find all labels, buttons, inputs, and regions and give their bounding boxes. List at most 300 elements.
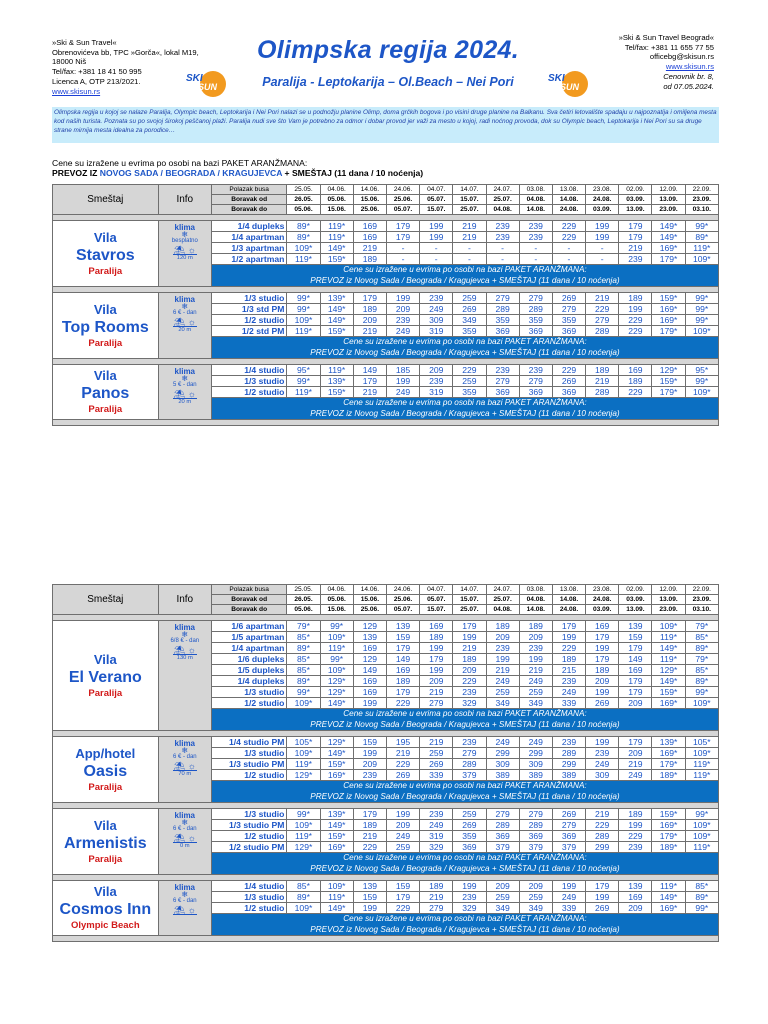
price-cell: 279 bbox=[552, 820, 585, 831]
date-cell: 04.07. bbox=[420, 585, 453, 595]
hotel-name-cell bbox=[53, 221, 159, 287]
price-cell: 159* bbox=[652, 376, 685, 387]
date-cell: 05.06. bbox=[320, 195, 353, 205]
snowflake-icon: ❄ bbox=[181, 302, 189, 311]
beach-distance: 20 m bbox=[173, 326, 197, 334]
room-type: 1/2 studio bbox=[211, 698, 286, 709]
date-cell: 23.09. bbox=[652, 205, 685, 215]
price-cell: 219 bbox=[420, 687, 453, 698]
price-cell: 149* bbox=[652, 643, 685, 654]
smestaj-header: Smeštaj bbox=[53, 585, 159, 615]
price-cell: 79* bbox=[685, 654, 718, 665]
price-cell: 349 bbox=[519, 698, 552, 709]
agency-line: Tel/fax: +381 11 655 77 55 bbox=[624, 42, 714, 52]
ac-price: 6/8 € - dan bbox=[170, 638, 200, 644]
price-cell: 249 bbox=[519, 676, 552, 687]
price-cell: 229 bbox=[619, 315, 652, 326]
price-cell: 149* bbox=[652, 221, 685, 232]
room-type: 1/4 apartman bbox=[211, 643, 286, 654]
table-row bbox=[53, 809, 719, 820]
price-cell: 85* bbox=[287, 881, 320, 892]
price-cell: 239 bbox=[552, 737, 585, 748]
ac-label: klima bbox=[174, 295, 196, 304]
price-cell: 169 bbox=[353, 643, 386, 654]
price-cell: 169* bbox=[652, 243, 685, 254]
price-cell: 219 bbox=[586, 809, 619, 820]
price-cell: 219 bbox=[453, 221, 486, 232]
section-divider bbox=[53, 936, 719, 942]
price-cell: 289 bbox=[552, 748, 585, 759]
hotel-name-cell bbox=[53, 737, 159, 803]
date-cell: 23.09. bbox=[685, 195, 718, 205]
price-cell: 199 bbox=[552, 881, 585, 892]
hotel-type: App/hotel bbox=[75, 745, 136, 761]
beach-umbrella-icon: ⛱ ☼ bbox=[173, 245, 196, 255]
price-cell: 309 bbox=[586, 770, 619, 781]
date-cell: 14.08. bbox=[552, 595, 585, 605]
price-table-2 bbox=[52, 584, 719, 942]
price-cell: 189 bbox=[586, 665, 619, 676]
price-cell: 329 bbox=[420, 842, 453, 853]
price-cell: 199 bbox=[586, 232, 619, 243]
price-cell: 259 bbox=[453, 376, 486, 387]
price-cell: 339 bbox=[552, 698, 585, 709]
beach-umbrella-icon: ⛱ ☼ bbox=[173, 317, 196, 327]
footer-line: PREVOZ iz Novog Sada / Beograda / Kragujevca + SMEŠTAJ (11 dana / 10 noćenja) bbox=[310, 347, 620, 357]
price-cell: 219 bbox=[619, 243, 652, 254]
price-cell: - bbox=[386, 254, 419, 265]
room-type: 1/4 dupleks bbox=[211, 221, 286, 232]
price-cell: 179 bbox=[619, 676, 652, 687]
price-cell: 99* bbox=[287, 809, 320, 820]
price-cell: 239 bbox=[486, 365, 519, 376]
price-cell: 159* bbox=[320, 326, 353, 337]
hotel-type: Vila bbox=[93, 817, 117, 833]
date-cell: 02.09. bbox=[619, 585, 652, 595]
table-row bbox=[53, 293, 719, 304]
price-cell: 249 bbox=[420, 820, 453, 831]
price-cell: 189 bbox=[353, 304, 386, 315]
date-cell: 04.08. bbox=[519, 195, 552, 205]
price-cell: 169* bbox=[320, 842, 353, 853]
price-cell: 189 bbox=[453, 654, 486, 665]
ski-sun-logo-left: SKI SUN bbox=[186, 70, 228, 98]
date-cell: 14.07. bbox=[453, 185, 486, 195]
price-cell: 289 bbox=[586, 831, 619, 842]
hotel-location: Paralija bbox=[88, 337, 123, 349]
price-cell: 289 bbox=[586, 387, 619, 398]
price-cell: 79* bbox=[287, 621, 320, 632]
ac-label: klima bbox=[174, 883, 196, 892]
ac-price: 5 € - dan bbox=[172, 382, 197, 388]
price-footer-banner bbox=[211, 265, 718, 287]
price-cell: 269 bbox=[453, 304, 486, 315]
price-cell: 239 bbox=[420, 293, 453, 304]
price-cell: 179 bbox=[586, 654, 619, 665]
date-cell: 03.10. bbox=[685, 605, 718, 615]
price-cell: 289 bbox=[486, 304, 519, 315]
hotel-name: Armenistis bbox=[63, 834, 147, 852]
price-cell: 89* bbox=[685, 643, 718, 654]
agency-line: officebg@skisun.rs bbox=[649, 52, 714, 62]
price-cell: 149* bbox=[652, 676, 685, 687]
price-cell: 169* bbox=[652, 903, 685, 914]
date-cell: 24.08. bbox=[552, 605, 585, 615]
price-cell: 179 bbox=[453, 621, 486, 632]
price-cell: 105* bbox=[685, 737, 718, 748]
price-cell: 149* bbox=[320, 748, 353, 759]
price-cell: 169 bbox=[619, 365, 652, 376]
price-cell: 149 bbox=[353, 365, 386, 376]
price-cell: 269 bbox=[552, 809, 585, 820]
header-label: Boravak od bbox=[211, 595, 286, 605]
footer-line: PREVOZ iz Novog Sada / Beograda / Kragujevca + SMEŠTAJ (11 dana / 10 noćenja) bbox=[310, 924, 620, 934]
price-cell: 109* bbox=[320, 881, 353, 892]
price-cell: 169 bbox=[420, 621, 453, 632]
date-cell: 14.08. bbox=[552, 195, 585, 205]
price-cell: 369 bbox=[552, 831, 585, 842]
website-link-left[interactable]: www.skisun.rs bbox=[52, 86, 101, 96]
hotel-name-cell bbox=[53, 621, 159, 731]
price-cell: 209 bbox=[486, 632, 519, 643]
price-cell: 249 bbox=[420, 304, 453, 315]
price-cell: 309 bbox=[486, 759, 519, 770]
room-type: 1/3 apartman bbox=[211, 243, 286, 254]
ac-price: 6 € - dan bbox=[172, 754, 197, 760]
price-cell: - bbox=[552, 243, 585, 254]
price-cell: 229 bbox=[586, 820, 619, 831]
price-cell: 199 bbox=[619, 304, 652, 315]
date-cell: 23.09. bbox=[685, 595, 718, 605]
price-cell: 349 bbox=[486, 903, 519, 914]
header-label: Polazak busa bbox=[211, 185, 286, 195]
price-cell: 219 bbox=[386, 748, 419, 759]
price-cell: 109* bbox=[685, 326, 718, 337]
room-type: 1/2 studio bbox=[211, 903, 286, 914]
ac-price: besplatno bbox=[171, 238, 198, 244]
price-cell: 199 bbox=[420, 665, 453, 676]
price-cell: 279 bbox=[486, 376, 519, 387]
price-cell: 179 bbox=[386, 232, 419, 243]
price-cell: 229 bbox=[586, 304, 619, 315]
price-cell: 159 bbox=[386, 632, 419, 643]
price-cell: 369 bbox=[486, 326, 519, 337]
price-cell: 139 bbox=[353, 881, 386, 892]
beach-distance: 70 m bbox=[173, 770, 197, 778]
price-cell: 179 bbox=[619, 232, 652, 243]
price-cell: 279 bbox=[420, 903, 453, 914]
header-label: Boravak od bbox=[211, 195, 286, 205]
date-cell: 13.09. bbox=[652, 595, 685, 605]
price-cell: 79* bbox=[685, 621, 718, 632]
price-cell: 189 bbox=[420, 881, 453, 892]
price-cell: 289 bbox=[486, 820, 519, 831]
price-cell: 209 bbox=[619, 748, 652, 759]
price-cell: 85* bbox=[287, 632, 320, 643]
price-cell: 259 bbox=[453, 293, 486, 304]
price-cell: - bbox=[519, 254, 552, 265]
price-cell: 219 bbox=[519, 665, 552, 676]
price-cell: 129* bbox=[320, 676, 353, 687]
price-cell: 239 bbox=[453, 687, 486, 698]
price-cell: 159* bbox=[320, 387, 353, 398]
price-cell: 359 bbox=[552, 315, 585, 326]
price-cell: 339 bbox=[420, 770, 453, 781]
price-cell: 119* bbox=[287, 326, 320, 337]
price-cell: 119* bbox=[287, 387, 320, 398]
price-cell: 239 bbox=[552, 676, 585, 687]
price-cell: 89* bbox=[287, 221, 320, 232]
price-cell: 259 bbox=[519, 892, 552, 903]
hotel-name: El Verano bbox=[68, 668, 142, 686]
date-cell: 13.08. bbox=[552, 585, 585, 595]
price-cell: 269 bbox=[453, 820, 486, 831]
price-cell: 129* bbox=[652, 665, 685, 676]
price-cell: 119* bbox=[287, 759, 320, 770]
price-cell: 229 bbox=[453, 676, 486, 687]
smestaj-header: Smeštaj bbox=[53, 185, 159, 215]
price-cell: 379 bbox=[453, 770, 486, 781]
price-cell: 109* bbox=[287, 243, 320, 254]
price-cell: 179 bbox=[552, 621, 585, 632]
price-cell: 209 bbox=[420, 365, 453, 376]
price-footer-banner bbox=[211, 337, 718, 359]
price-cell: 109* bbox=[685, 387, 718, 398]
price-cell: 109* bbox=[685, 698, 718, 709]
price-cell: 239 bbox=[586, 748, 619, 759]
date-cell: 03.09. bbox=[586, 205, 619, 215]
date-cell: 05.07. bbox=[420, 195, 453, 205]
price-cell: 199 bbox=[420, 643, 453, 654]
footer-line: PREVOZ iz Novog Sada / Beograda / Kragujevca + SMEŠTAJ (11 dana / 10 noćenja) bbox=[310, 863, 620, 873]
hotel-location: Paralija bbox=[88, 265, 123, 277]
price-cell: 99* bbox=[287, 376, 320, 387]
price-cell: 359 bbox=[486, 315, 519, 326]
price-cell: 185 bbox=[386, 365, 419, 376]
price-cell: 379 bbox=[552, 842, 585, 853]
price-cell: 119* bbox=[685, 770, 718, 781]
footer-line: Cene su izražene u evrima po osobi na bazi PAKET ARANŽMANA: bbox=[343, 853, 587, 862]
price-cell: 179 bbox=[386, 687, 419, 698]
date-cell: 04.06. bbox=[320, 585, 353, 595]
ac-label: klima bbox=[174, 623, 196, 632]
price-cell: 239 bbox=[519, 365, 552, 376]
price-cell: 199 bbox=[353, 748, 386, 759]
hotel-info-cell bbox=[158, 621, 211, 731]
price-cell: 199 bbox=[586, 687, 619, 698]
beach-distance: 130 m bbox=[173, 654, 197, 662]
price-cell: 379 bbox=[486, 842, 519, 853]
hotel-location: Paralija bbox=[88, 853, 123, 865]
price-cell: 219 bbox=[453, 232, 486, 243]
date-cell: 15.07. bbox=[453, 595, 486, 605]
price-cell: 195 bbox=[386, 737, 419, 748]
price-cell: 169* bbox=[320, 770, 353, 781]
table-row bbox=[53, 365, 719, 376]
footer-line: Cene su izražene u evrima po osobi na bazi PAKET ARANŽMANA: bbox=[343, 265, 587, 274]
price-cell: 149* bbox=[652, 892, 685, 903]
price-cell: - bbox=[519, 243, 552, 254]
ac-label: klima bbox=[174, 367, 196, 376]
price-cell: 149* bbox=[320, 820, 353, 831]
price-cell: 159* bbox=[652, 809, 685, 820]
ac-label: klima bbox=[174, 811, 196, 820]
room-type: 1/6 apartman bbox=[211, 621, 286, 632]
price-cell: 119* bbox=[652, 881, 685, 892]
ski-sun-logo-right: SKI SUN bbox=[548, 70, 590, 98]
table-row bbox=[53, 881, 719, 892]
price-note bbox=[52, 158, 423, 178]
price-cell: 189 bbox=[353, 820, 386, 831]
price-cell: 99* bbox=[685, 903, 718, 914]
price-cell: 269 bbox=[552, 293, 585, 304]
date-cell: 15.06. bbox=[320, 605, 353, 615]
price-cell: 299 bbox=[586, 842, 619, 853]
price-cell: 189* bbox=[652, 842, 685, 853]
hotel-type: Vila bbox=[93, 884, 117, 899]
price-cell: 249 bbox=[386, 387, 419, 398]
price-cell: 219 bbox=[420, 737, 453, 748]
price-cell: 169 bbox=[619, 665, 652, 676]
room-type: 1/4 studio bbox=[211, 881, 286, 892]
room-type: 1/3 studio bbox=[211, 376, 286, 387]
price-cell: 389 bbox=[486, 770, 519, 781]
price-cell: 199 bbox=[386, 376, 419, 387]
footer-line: PREVOZ iz Novog Sada / Beograda / Kragujevca + SMEŠTAJ (11 dana / 10 noćenja) bbox=[310, 275, 620, 285]
price-cell: 369 bbox=[453, 842, 486, 853]
price-cell: 109* bbox=[287, 698, 320, 709]
date-cell: 25.05. bbox=[287, 585, 320, 595]
price-cell: 269 bbox=[552, 376, 585, 387]
price-cell: 99* bbox=[320, 654, 353, 665]
price-cell: 219 bbox=[420, 892, 453, 903]
date-cell: 23.08. bbox=[586, 585, 619, 595]
room-type: 1/3 studio bbox=[211, 748, 286, 759]
room-type: 1/2 std PM bbox=[211, 326, 286, 337]
price-cell: 249 bbox=[552, 687, 585, 698]
price-cell: 219 bbox=[353, 831, 386, 842]
price-cell: 369 bbox=[552, 326, 585, 337]
price-cell: 329 bbox=[453, 698, 486, 709]
price-cell: - bbox=[486, 243, 519, 254]
agency-info-right bbox=[554, 33, 714, 91]
price-cell: 269 bbox=[386, 770, 419, 781]
snowflake-icon: ❄ bbox=[181, 374, 189, 383]
price-cell: 189 bbox=[486, 621, 519, 632]
price-cell: 349 bbox=[453, 315, 486, 326]
price-cell: 139* bbox=[320, 376, 353, 387]
price-cell: 189* bbox=[652, 770, 685, 781]
section-divider bbox=[53, 420, 719, 426]
beach-umbrella-icon: ⛱ ☼ bbox=[173, 905, 196, 915]
price-cell: 215 bbox=[552, 665, 585, 676]
price-cell: 169* bbox=[652, 820, 685, 831]
price-cell: 199 bbox=[420, 232, 453, 243]
price-cell: 279 bbox=[420, 698, 453, 709]
price-cell: 99* bbox=[287, 687, 320, 698]
price-cell: 149 bbox=[619, 654, 652, 665]
price-cell: 239 bbox=[453, 892, 486, 903]
price-cell: - bbox=[453, 243, 486, 254]
page-subtitle: Paralija - Leptokarija – Ol.Beach – Nei Pori bbox=[262, 75, 514, 89]
header-row bbox=[53, 585, 719, 595]
date-cell: 03.09. bbox=[586, 605, 619, 615]
date-cell: 13.08. bbox=[552, 185, 585, 195]
footer-line: PREVOZ iz Novog Sada / Beograda / Kragujevca + SMEŠTAJ (11 dana / 10 noćenja) bbox=[310, 408, 620, 418]
date-cell: 05.07. bbox=[420, 595, 453, 605]
price-cell: 129 bbox=[353, 621, 386, 632]
date-cell: 14.06. bbox=[353, 185, 386, 195]
snowflake-icon: ❄ bbox=[181, 630, 189, 639]
price-cell: 179 bbox=[619, 687, 652, 698]
price-cell: 159* bbox=[652, 687, 685, 698]
price-cell: 199 bbox=[453, 632, 486, 643]
price-cell: 179* bbox=[652, 831, 685, 842]
hotel-name: Oasis bbox=[83, 762, 128, 780]
price-cell: 369 bbox=[486, 831, 519, 842]
price-cell: 179 bbox=[619, 643, 652, 654]
date-cell: 12.09. bbox=[652, 185, 685, 195]
price-cell: 85* bbox=[685, 881, 718, 892]
price-cell: - bbox=[586, 254, 619, 265]
price-cell: 179 bbox=[586, 632, 619, 643]
price-cell: 139 bbox=[619, 881, 652, 892]
price-cell: 139 bbox=[619, 621, 652, 632]
date-cell: 24.08. bbox=[586, 195, 619, 205]
price-cell: 179 bbox=[353, 293, 386, 304]
price-cell: 339 bbox=[552, 903, 585, 914]
price-cell: 119* bbox=[320, 643, 353, 654]
date-cell: 13.09. bbox=[619, 605, 652, 615]
price-cell: 219 bbox=[353, 387, 386, 398]
price-cell: 229 bbox=[552, 221, 585, 232]
room-type: 1/5 apartman bbox=[211, 632, 286, 643]
price-cell: 209 bbox=[386, 820, 419, 831]
price-cell: 229 bbox=[619, 326, 652, 337]
price-cell: 119* bbox=[320, 365, 353, 376]
price-cell: 289 bbox=[586, 326, 619, 337]
price-cell: 319 bbox=[420, 326, 453, 337]
price-cell: 179 bbox=[386, 892, 419, 903]
snowflake-icon: ❄ bbox=[181, 746, 189, 755]
price-cell: 199 bbox=[586, 892, 619, 903]
date-cell: 14.07. bbox=[453, 585, 486, 595]
price-cell: 349 bbox=[486, 698, 519, 709]
price-cell: 105* bbox=[287, 737, 320, 748]
date-cell: 03.09. bbox=[619, 195, 652, 205]
price-cell: 239 bbox=[486, 643, 519, 654]
website-link-right[interactable]: www.skisun.rs bbox=[665, 62, 714, 72]
price-cell: 109* bbox=[685, 831, 718, 842]
price-cell: - bbox=[386, 243, 419, 254]
hotel-info-cell bbox=[158, 293, 211, 359]
price-cell: 119* bbox=[287, 831, 320, 842]
date-cell: 24.08. bbox=[586, 595, 619, 605]
price-cell: 219 bbox=[486, 665, 519, 676]
price-cell: 85* bbox=[685, 632, 718, 643]
price-cell: 119* bbox=[685, 243, 718, 254]
price-cell: 129* bbox=[320, 737, 353, 748]
price-cell: 169 bbox=[353, 687, 386, 698]
price-cell: - bbox=[552, 254, 585, 265]
date-cell: 13.09. bbox=[652, 195, 685, 205]
price-footer-banner bbox=[211, 853, 718, 875]
price-cell: 189 bbox=[586, 365, 619, 376]
note-cities: NOVOG SADA / BEOGRADA / KRAGUJEVCA bbox=[99, 168, 283, 178]
price-cell: 359 bbox=[453, 831, 486, 842]
price-cell: 239 bbox=[486, 232, 519, 243]
price-cell: 209 bbox=[420, 676, 453, 687]
